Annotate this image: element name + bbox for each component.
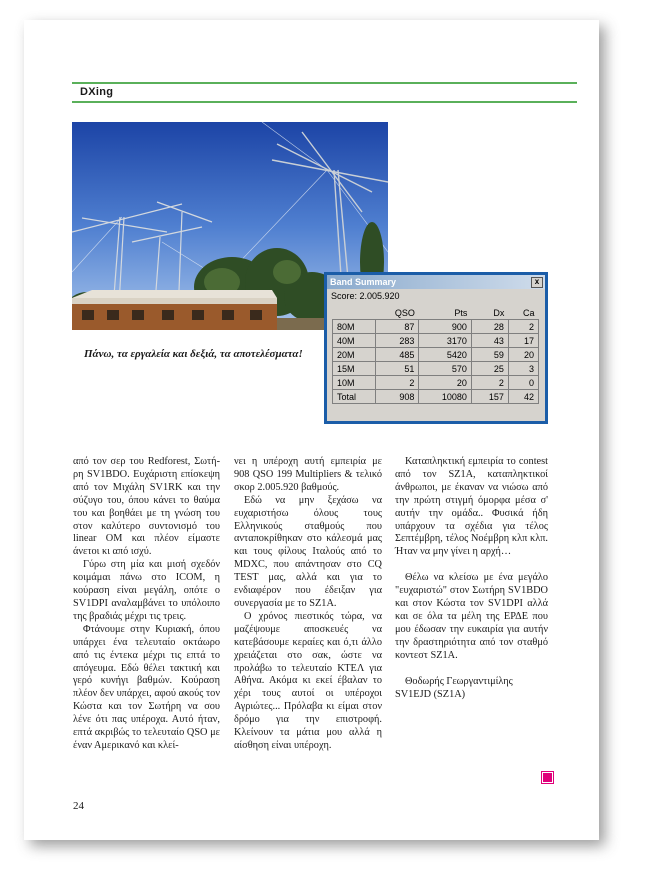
table-row	[333, 334, 539, 348]
table-cell: 59	[471, 348, 508, 362]
author-name: Θοδωρής Γεωργαντιμίλης	[405, 675, 513, 687]
close-icon[interactable]: x	[531, 277, 543, 288]
text-column-1	[73, 456, 220, 753]
header-rule-top	[72, 82, 577, 84]
paragraph: Θέλω να κλείσω με ένα μεγάλο "ευχαριστώ" στον Σωτήρη SV1BDO και στον Κώστα τον SV1DPI αλλά και σε όλα τα μέλη της ΕΡΔΕ που μου έδωσαν την ευκαιρία για αυτήν την δραστηριότητα από τον σταθμό κοντεστ SZ1A.	[395, 572, 548, 661]
paragraph: Ο χρόνος πιεστικός τώρα, να μαζέψουμε αποσκευές να κατεβάσουμε κεραίες και ό,τι άλλο χρειάζεται στο σακ, ώστε να προλάβω το τελευταίο ΚΤΕΛ για Αθήνα. Ακόμα κι εκεί έβαλαν το χέρι τους αυτοί οι υπέροχοι Αγριώτες... Πρόλαβα κι είμαι στον δρόμο για την επιστροφή. Κλείνουν τα μάτια μου αλλά η αίσθηση είναι υπέροχη.	[234, 610, 382, 751]
magazine-page	[24, 20, 599, 840]
band-summary-title: Band Summary	[330, 277, 397, 287]
photo-caption: Πάνω, τα εργαλεία και δεξιά, τα αποτελέσματα!	[84, 348, 303, 360]
table-row	[333, 362, 539, 376]
header-rule-bottom	[72, 101, 577, 103]
table-cell: 28	[471, 320, 508, 334]
table-cell: 157	[471, 390, 508, 404]
table-header: QSO	[394, 307, 415, 318]
paragraph: νει η υπέροχη αυτή εμπειρία με 908 QSO 199 Multipliers & τελικό σκορ 2.005.920 βαθμούς.	[234, 456, 382, 493]
paragraph: Φτάνουμε στην Κυριακή, όπου υπάρχει ένα τελευταίο οκτάωρο από τις έντεκα μέχρι τις επτά το απόγευμα. Εδώ θέλει τακτική και γερό κυνήγι βαθμών. Κούραση πλέον δεν υπάρχει, αφού ακούς τον Κώστα και τον Σωτήρη να σου λένε ότι πας υπέροχα. Αυτό ήταν, επτά ακριβώς το τελευταίο QSO με έναν Αμερικανό και κλεί-	[73, 623, 220, 751]
author-callsign: SV1EJD (SZ1A)	[395, 688, 466, 700]
spacer	[395, 663, 548, 676]
band-summary-score: Score: 2.005.920	[331, 291, 400, 301]
table-cell: 908	[376, 390, 419, 404]
table-cell: 10080	[419, 390, 471, 404]
text-column-2	[234, 456, 382, 753]
table-row	[333, 376, 539, 390]
table-row	[333, 320, 539, 334]
table-cell: 3170	[419, 334, 471, 348]
table-cell: 15M	[333, 362, 376, 376]
paragraph: Καταπληκτική εμπειρία το contest από τον SZ1A, καταπληκτικοί άνθρωποι, με έκαναν να νιώσω από την πρώτη στιγμή όμορφα μέσα σ' αυτήν την ομάδα.. Φυσικά ήδη υπάρχουν τα σχέδια για τέλος Σεπτέμβρη, τέλος Νοέμβρη κλπ κλπ. Ήταν να μην γίνει η αρχή…	[395, 456, 548, 558]
table-cell: 485	[376, 348, 419, 362]
table-cell: 0	[508, 376, 538, 390]
table-cell: 17	[508, 334, 538, 348]
table-cell: Total	[333, 390, 376, 404]
table-cell: 42	[508, 390, 538, 404]
end-mark-icon	[542, 772, 553, 783]
text-column-3	[395, 456, 548, 701]
paragraph: Εδώ να μην ξεχάσω να ευχαριστήσω όλους τους Ελληνικούς σταθμούς που ανταποκρίθηκαν στο κάλεσμά μας και τους φίλους Ιταλούς από το MDXC, που απάντησαν στο CQ TEST μας, αλλά και για το ενδιαφέρον που έδειξαν για συνεργασία με το SZ1A.	[234, 494, 382, 609]
table-cell: 10M	[333, 376, 376, 390]
page-number: 24	[73, 800, 84, 812]
table-cell: 40M	[333, 334, 376, 348]
table-header: Dx	[493, 307, 505, 318]
paragraph: Γύρω στη μία και μισή σχεδόν κοιμάμαι πάνω στο ICOM, η κούραση είναι μεγάλη, οπότε ο SV1DPI αναλαμβάνει το υπόλοιπο της βραδιάς μέχρι τις τρεις.	[73, 559, 220, 622]
table-cell: 20M	[333, 348, 376, 362]
table-row	[333, 348, 539, 362]
table-row	[333, 390, 539, 404]
table-header	[333, 306, 376, 320]
table-header: Ca	[522, 307, 535, 318]
spacer	[395, 559, 548, 572]
table-cell: 570	[419, 362, 471, 376]
table-cell: 3	[508, 362, 538, 376]
table-cell: 5420	[419, 348, 471, 362]
table-cell: 87	[376, 320, 419, 334]
band-summary-window	[324, 272, 548, 424]
table-cell: 2	[471, 376, 508, 390]
table-cell: 2	[376, 376, 419, 390]
band-summary-table	[332, 306, 539, 404]
table-cell: 2	[508, 320, 538, 334]
table-header-row	[333, 306, 539, 320]
section-label: DXing	[80, 86, 114, 98]
table-cell: 900	[419, 320, 471, 334]
table-cell: 51	[376, 362, 419, 376]
table-header: Pts	[454, 307, 468, 318]
table-cell: 43	[471, 334, 508, 348]
paragraph: από τον σερ του Redforest, Σωτή-ρη SV1BDO. Ευχάριστη επίσκεψη από τον Μιχάλη SV1RK και την σύζυγο του, όπου κάνει το θαύμα του και βοηθάει με τη γνώση του στον καλύτερο συντονισμό του linear OM και πλέον είμαστε άνετοι κι από ισχύ.	[73, 456, 220, 558]
table-cell: 283	[376, 334, 419, 348]
table-cell: 25	[471, 362, 508, 376]
table-cell: 20	[419, 376, 471, 390]
table-cell: 20	[508, 348, 538, 362]
table-cell: 80M	[333, 320, 376, 334]
band-summary-title-bar	[327, 275, 545, 289]
